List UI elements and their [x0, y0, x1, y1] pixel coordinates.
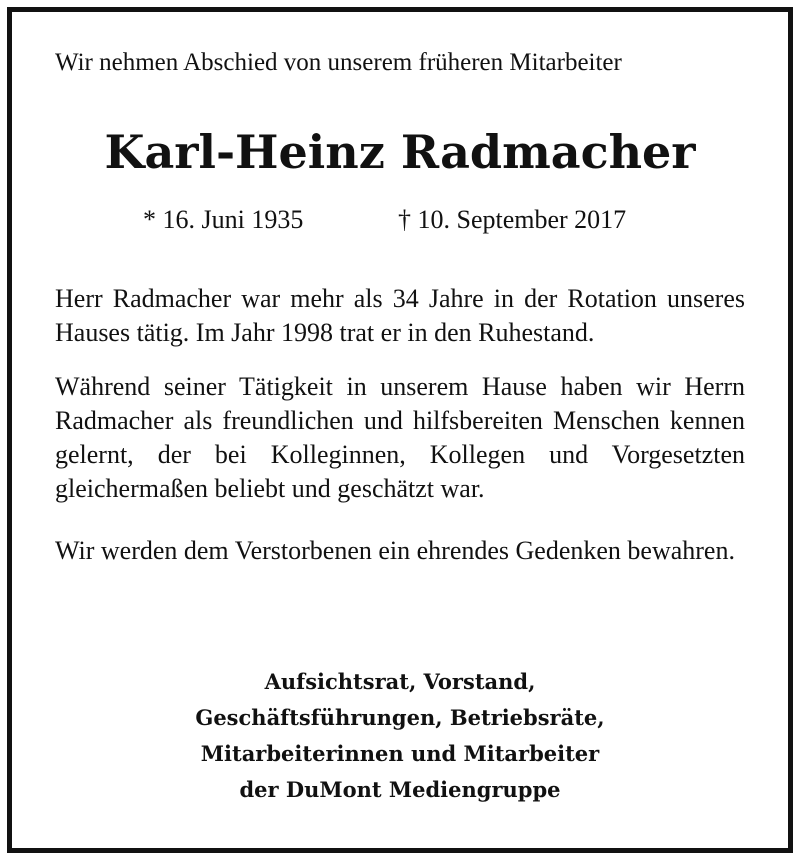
paragraph-remembrance: Wir werden dem Verstorbenen ein ehrendes Gedenken bewahren.: [55, 536, 735, 565]
signature-block: [0, 664, 800, 808]
deceased-name: Karl-Heinz Radmacher: [104, 125, 696, 179]
signature-line: Mitarbeiterinnen und Mitarbeiter: [200, 741, 600, 766]
signature-line: Geschäftsführungen, Betriebsräte,: [195, 705, 605, 730]
paragraph-character: Während seiner Tätigkeit in unserem Hause haben wir Herrn Radmacher als freundlichen und hilfsbereiten Menschen kennen gelernt, der bei Kolleginnen, Kollegen und Vorgesetzten gleichermaßen beliebt und geschätzt war.: [55, 372, 745, 503]
birth-date: * 16. Juni 1935: [143, 205, 304, 234]
signature-line: der DuMont Mediengruppe: [239, 777, 561, 802]
signature-line: Aufsichtsrat, Vorstand,: [264, 669, 536, 694]
death-date: † 10. September 2017: [398, 205, 627, 234]
intro-line: Wir nehmen Abschied von unserem früheren Mitarbeiter: [55, 49, 622, 76]
paragraph-career: Herr Radmacher war mehr als 34 Jahre in der Rotation unseres Hauses tätig. Im Jahr 1998 trat er in den Ruhestand.: [55, 284, 745, 347]
